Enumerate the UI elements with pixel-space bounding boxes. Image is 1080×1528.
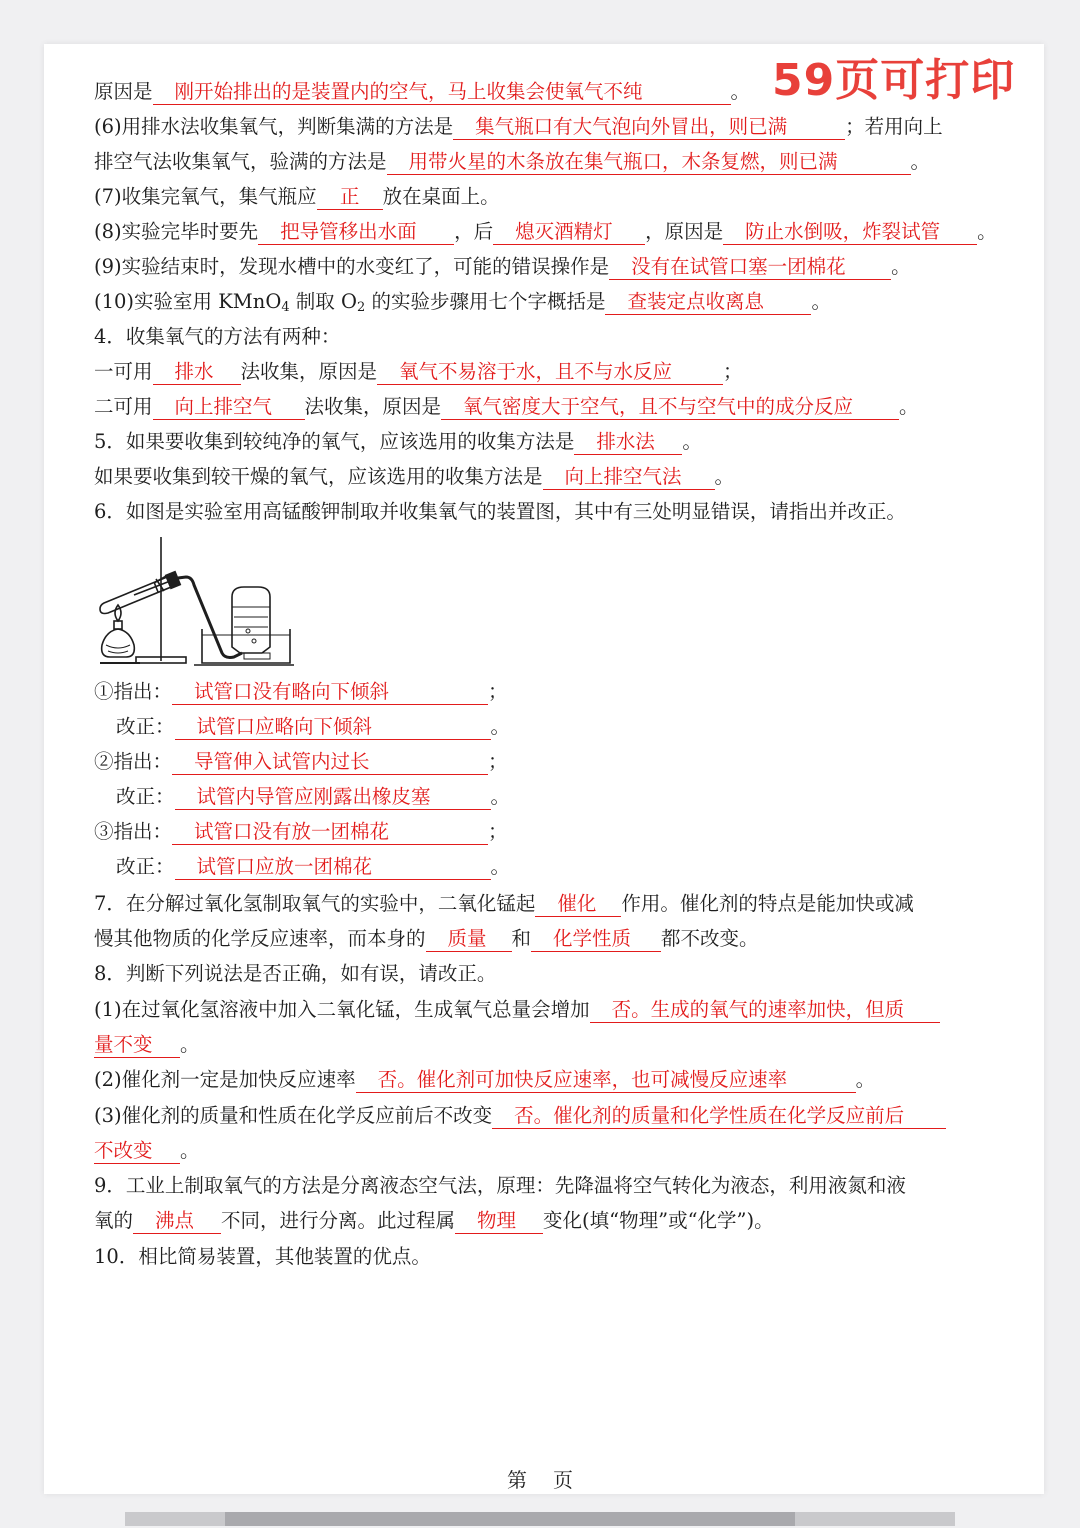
error-3-fix: 改正： 试管口应放一团棉花 。 [116,855,511,878]
question-9-line: 9．工业上制取氧气的方法是分离液态空气法，原理：先降温将空气转化为液态，利用液氮和液 [94,1174,906,1197]
answer-blank: 试管口没有略向下倾斜 [172,680,488,705]
text-line: 二可用 向上排空气 法收集，原因是 氧气密度大于空气，且不与空气中的成分反应 。 [94,395,919,418]
text-line: 量不变 。 [94,1033,200,1056]
gas-collecting-bottle [232,587,270,653]
text-line: (9)实验结束时，发现水槽中的水变红了，可能的错误操作是 没有在试管口塞一团棉花 。 [94,255,911,278]
answer-blank: 否。生成的氧气的速率加快，但质 [590,998,940,1023]
answer-blank: 查装定点收离息 [605,290,811,315]
answer-blank: 向上排空气 [153,395,305,420]
text-line: 一可用 排水 法收集，原因是 氧气不易溶于水，且不与水反应 ； [94,360,743,383]
scrollbar-thumb[interactable] [225,1512,795,1526]
error-1-fix: 改正： 试管口应略向下倾斜 。 [116,715,511,738]
page-footer: 第页 [507,1468,599,1492]
answer-blank: 排水法 [574,430,682,455]
answer-blank: 防止水倒吸，炸裂试管 [723,220,977,245]
answer-blank: 导管伸入试管内过长 [172,750,488,775]
answer-blank: 不改变 [94,1139,180,1164]
text-line: 不改变 。 [94,1139,200,1162]
question-7-line: 7．在分解过氧化氢制取氧气的实验中，二氧化锰起 催化 作用。催化剂的特点是能加快或减 [94,892,914,915]
answer-blank: 否。催化剂可加快反应速率，也可减慢反应速率 [356,1068,856,1093]
question-8-heading: 8．判断下列说法是否正确，如有误，请改正。 [94,962,497,985]
answer-blank: 化学性质 [531,927,661,952]
answer-blank: 排水 [153,360,241,385]
horizontal-scrollbar[interactable] [125,1512,955,1526]
answer-blank: 否。催化剂的质量和化学性质在化学反应前后 [492,1104,946,1129]
question-5-line: 5．如果要收集到较纯净的氧气，应该选用的收集方法是 排水法 。 [94,430,702,453]
answer-blank: 试管口没有放一团棉花 [172,820,488,845]
oxygen-apparatus-diagram [94,535,299,670]
text-line: (3)催化剂的质量和性质在化学反应前后不改变 否。催化剂的质量和化学性质在化学反应前后 [94,1102,1004,1130]
answer-blank: 试管口应放一团棉花 [175,855,491,880]
text-line: 原因是 刚开始排出的是装置内的空气，马上收集会使氧气不纯 。 [94,80,751,103]
answer-blank: 沸点 [133,1209,221,1234]
question-10-heading: 10．相比简易装置，其他装置的优点。 [94,1245,431,1268]
answer-blank: 氧气不易溶于水，且不与水反应 [377,360,723,385]
answer-blank: 没有在试管口塞一团棉花 [609,255,891,280]
error-1-point: ①指出： 试管口没有略向下倾斜 ； [94,680,508,703]
text-line: 慢其他物质的化学反应速率，而本身的 质量 和 化学性质 都不改变。 [94,927,759,950]
answer-blank: 向上排空气法 [543,465,715,490]
text-line: 排空气法收集氧气，验满的方法是 用带火星的木条放在集气瓶口，木条复燃，则已满 。 [94,150,931,173]
answer-blank: 熄灭酒精灯 [493,220,645,245]
answer-blank: 用带火星的木条放在集气瓶口，木条复燃，则已满 [387,150,911,175]
text-line: (7)收集完氧气，集气瓶应 正 放在桌面上。 [94,185,500,208]
answer-blank: 氧气密度大于空气，且不与空气中的成分反应 [441,395,899,420]
question-4-heading: 4．收集氧气的方法有两种： [94,325,341,348]
text-line: (2)催化剂一定是加快反应速率 否。催化剂可加快反应速率，也可减慢反应速率 。 [94,1068,876,1091]
answer-blank: 集气瓶口有大气泡向外冒出，则已满 [453,115,845,140]
error-2-point: ②指出： 导管伸入试管内过长 ； [94,750,508,773]
answer-blank: 催化 [535,892,621,917]
text-line: (8)实验完毕时要先 把导管移出水面 ，后 熄灭酒精灯 ，原因是 防止水倒吸，炸裂试管 。 [94,220,997,243]
error-3-point: ③指出： 试管口没有放一团棉花 ； [94,820,508,843]
answer-blank: 量不变 [94,1033,180,1058]
answer-blank: 刚开始排出的是装置内的空气，马上收集会使氧气不纯 [153,80,731,105]
text-line: (10)实验室用 KMnO$_4$ 制取 $O_2$ 的实验步骤用七个字概括是 查装定点收离息 。 [94,290,831,315]
answer-blank: 物理 [455,1209,543,1234]
answer-blank: 试管内导管应刚露出橡皮塞 [175,785,491,810]
text-line: (1)在过氧化氢溶液中加入二氧化锰，生成氧气总量会增加 否。生成的氧气的速率加快，但质 [94,996,1004,1024]
error-2-fix: 改正： 试管内导管应刚露出橡皮塞 。 [116,785,511,808]
text-line: 氧的 沸点 不同，进行分离。此过程属 物理 变化(填“物理”或“化学”)。 [94,1209,774,1232]
printable-watermark: 59页可打印 [772,55,1016,106]
text-line: 如果要收集到较干燥的氧气，应该选用的收集方法是 向上排空气法 。 [94,465,735,488]
answer-blank: 把导管移出水面 [258,220,454,245]
answer-blank: 试管口应略向下倾斜 [175,715,491,740]
question-6-heading: 6．如图是实验室用高锰酸钾制取并收集氧气的装置图，其中有三处明显错误，请指出并改正。 [94,500,906,523]
text-line: (6)用排水法收集氧气，判断集满的方法是 集气瓶口有大气泡向外冒出，则已满 ；若用向上 [94,115,943,138]
answer-blank: 正 [317,185,383,210]
answer-blank: 质量 [426,927,512,952]
